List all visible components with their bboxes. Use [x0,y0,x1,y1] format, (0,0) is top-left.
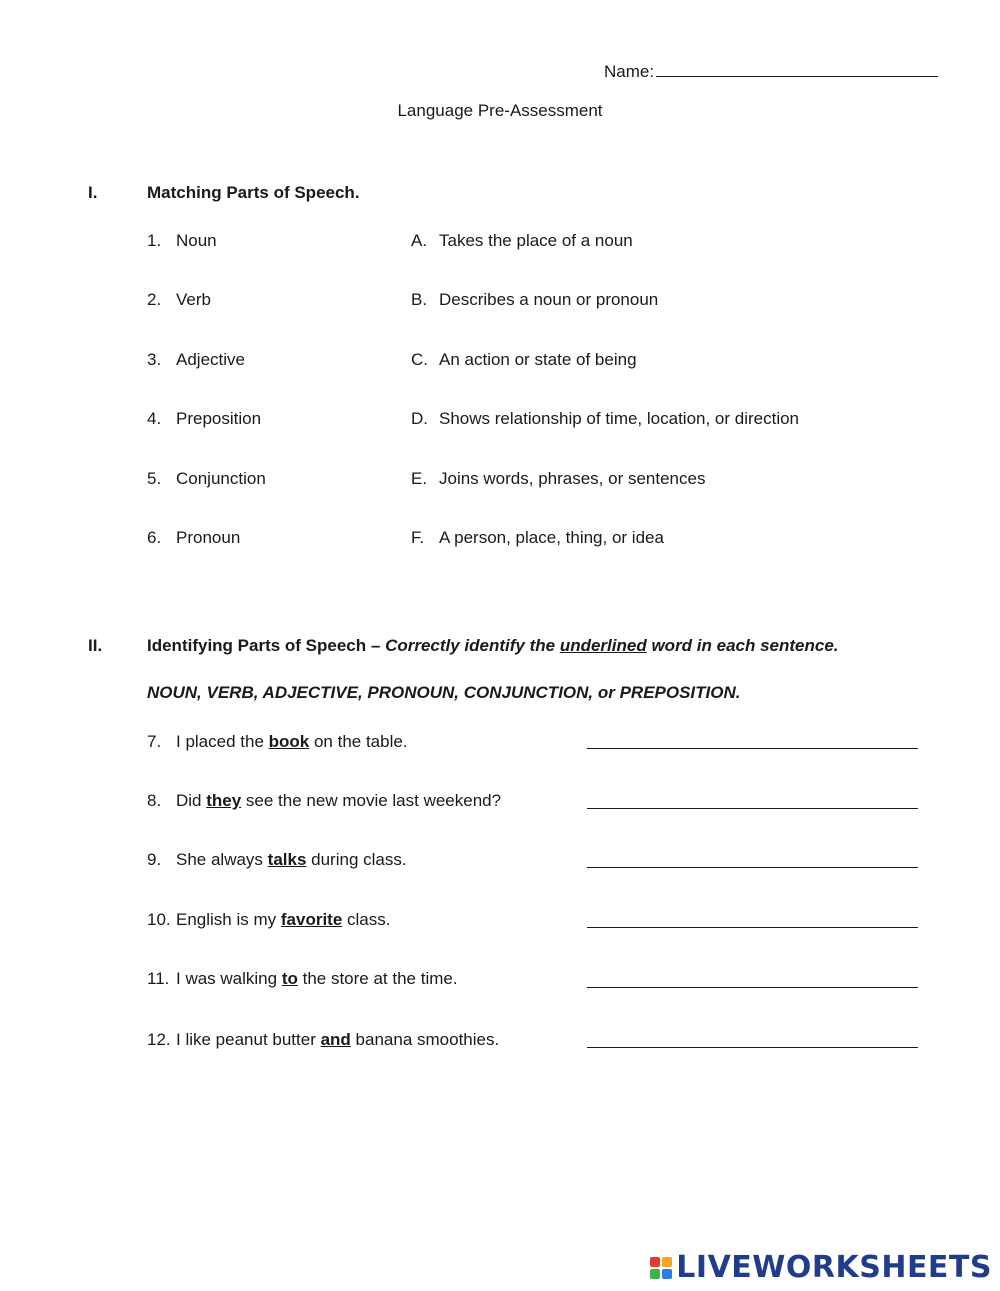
section-2-title-main: Identifying Parts of Speech – [147,636,386,655]
definition-letter: C. [411,350,428,369]
term-text: Noun [176,231,217,250]
question-target-word: favorite [280,910,343,929]
term-number: 6. [147,528,162,547]
definition-text: Joins words, phrases, or sentences [439,469,706,488]
definition-letter: F. [411,528,425,547]
term-number: 1. [147,231,162,250]
question-text-before: I placed the [176,732,269,751]
definition-letter: E. [411,469,428,488]
definition-item [411,469,705,489]
question-text-before: English is my [176,910,281,929]
question-text-before: Did [176,791,207,810]
definition-text: A person, place, thing, or idea [439,528,664,547]
question-text-after: see the new movie last weekend? [241,791,502,810]
logo-block [662,1269,672,1279]
term-item [147,469,266,489]
question-text-after: during class. [306,850,407,869]
term-number: 5. [147,469,162,488]
question-number: 11. [147,969,170,988]
answer-blank-8[interactable] [587,808,918,809]
term-text: Conjunction [176,469,266,488]
definition-text: An action or state of being [439,350,637,369]
section-2-title [147,636,839,656]
section-1-title: Matching Parts of Speech. [147,183,360,202]
logo-block [650,1269,660,1279]
question-text-before: I like peanut butter [176,1030,321,1049]
question-number: 12. [147,1030,171,1049]
question-text-after: class. [342,910,391,929]
definition-item [411,409,799,429]
definition-item [411,350,637,370]
question-text-after: the store at the time. [297,969,458,988]
term-item [147,290,211,310]
page-title: Language Pre-Assessment [397,101,603,120]
question-text-after: on the table. [309,732,408,751]
logo-blocks-icon [650,1257,672,1279]
section-2-title-instruction-a: Correctly identify the [385,636,560,655]
answer-options: NOUN, VERB, ADJECTIVE, PRONOUN, CONJUNCTION, or PREPOSITION. [147,683,741,702]
definition-text: Shows relationship of time, location, or direction [439,409,800,428]
question-item [147,850,407,870]
question-text-before: I was walking [176,969,282,988]
answer-blank-11[interactable] [587,987,918,988]
question-item [147,791,501,811]
definition-item [411,231,633,251]
answer-blank-10[interactable] [587,927,918,928]
definition-letter: A. [411,231,428,250]
section-2-title-instruction-b: word in each sentence. [646,636,839,655]
definition-text: Describes a noun or pronoun [439,290,659,309]
section-2-title-underlined: underlined [559,636,647,655]
liveworksheets-logo [650,1250,992,1285]
definition-letter: B. [411,290,428,309]
term-item [147,528,240,548]
question-number: 9. [147,850,162,869]
logo-block [650,1257,660,1267]
term-item [147,350,245,370]
term-number: 4. [147,409,162,428]
term-item [147,409,261,429]
definition-text: Takes the place of a noun [439,231,633,250]
definition-item [411,290,658,310]
term-text: Adjective [176,350,245,369]
question-item [147,969,458,989]
answer-blank-7[interactable] [587,748,918,749]
question-number: 10. [147,910,171,929]
question-number: 8. [147,791,162,810]
question-target-word: talks [267,850,307,869]
name-blank-line[interactable] [656,60,938,77]
term-number: 3. [147,350,162,369]
answer-blank-9[interactable] [587,867,918,868]
answer-blank-12[interactable] [587,1047,918,1048]
question-target-word: and [320,1030,351,1049]
question-number: 7. [147,732,162,751]
question-target-word: they [206,791,242,810]
term-text: Verb [176,290,211,309]
question-item [147,910,390,930]
question-text-before: She always [176,850,268,869]
term-number: 2. [147,290,162,309]
section-2-number: II. [88,636,103,655]
logo-block [662,1257,672,1267]
name-label: Name: [604,62,655,81]
question-target-word: book [268,732,310,751]
question-item [147,1030,499,1050]
question-text-after: banana smoothies. [350,1030,500,1049]
definition-item [411,528,664,548]
term-text: Preposition [176,409,262,428]
term-text: Pronoun [176,528,241,547]
question-target-word: to [281,969,298,988]
definition-letter: D. [411,409,428,428]
logo-text: LIVEWORKSHEETS [676,1250,992,1285]
section-1-number: I. [88,183,98,202]
question-item [147,732,408,752]
name-field [604,60,938,82]
term-item [147,231,217,251]
